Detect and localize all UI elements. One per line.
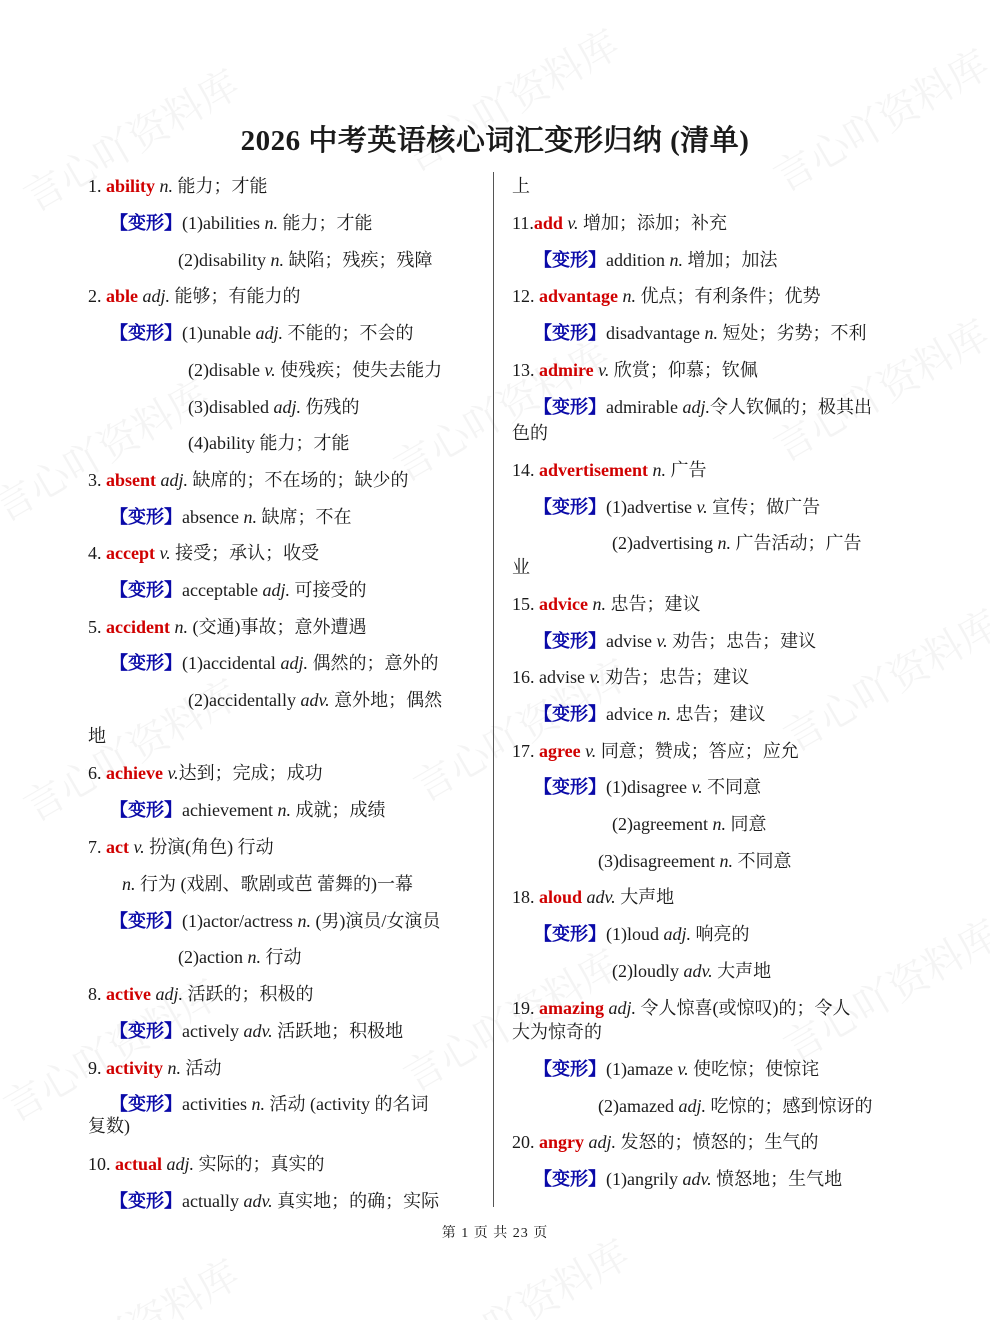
entry-line	[110, 1090, 428, 1118]
entry-line	[534, 773, 761, 801]
entry-text: achievement	[182, 800, 278, 820]
entry-text: 响亮的	[691, 924, 750, 944]
entry-text: 13.	[512, 360, 539, 380]
entry-text: (交通)事故；意外遭遇	[187, 617, 367, 637]
entry-text: 19.	[512, 998, 539, 1018]
entry-text: 优点；有利条件；优势	[636, 286, 821, 306]
entry-text: 18.	[512, 887, 539, 907]
entry-line	[88, 722, 106, 750]
entry-text: 愤怒地；生气地	[711, 1169, 843, 1189]
entry-text: (2)loudly	[612, 961, 684, 981]
part-of-speech: n.	[669, 250, 683, 270]
entry-text: (1)actor/actress	[182, 911, 298, 931]
entry-text: 20.	[512, 1132, 539, 1152]
entry-text: 缺席的；不在场的；缺少的	[188, 470, 409, 490]
part-of-speech: adj.	[663, 924, 692, 944]
entry-text: advise	[606, 631, 657, 651]
entry-line	[88, 466, 409, 494]
entry-line	[598, 1092, 872, 1120]
entry-text: 2.	[88, 286, 106, 306]
variant-tag: 【变形】	[534, 1169, 606, 1189]
entry-text: 使吃惊；使惊诧	[688, 1059, 820, 1079]
variant-tag: 【变形】	[534, 250, 606, 270]
part-of-speech: adj.	[280, 653, 308, 673]
entry-text: (2)disable	[188, 360, 265, 380]
entry-text: 6.	[88, 763, 106, 783]
part-of-speech: n.	[243, 507, 257, 527]
entry-text: 能力；才能	[173, 176, 268, 196]
entry-text: 大声地	[712, 961, 772, 981]
entry-text: 活跃的；积极的	[183, 984, 314, 1004]
entry-text: 广告活动；广告	[730, 533, 862, 553]
entry-text: 行动	[260, 947, 302, 967]
entry-text: 令人惊喜(或惊叹)的；令人	[636, 998, 851, 1018]
entry-text: 不同意	[732, 851, 792, 871]
part-of-speech: n.	[270, 250, 284, 270]
headword: ability	[106, 176, 156, 196]
entry-text: disadvantage	[606, 323, 705, 343]
entry-text: (1)angrily	[606, 1169, 683, 1189]
entry-line	[88, 759, 323, 787]
entry-text: 欣赏；仰慕；钦佩	[609, 360, 758, 380]
headword: achieve	[106, 763, 163, 783]
headword: accept	[106, 543, 155, 563]
entry-text: 短处；劣势；不利	[717, 323, 867, 343]
variant-tag: 【变形】	[534, 777, 606, 797]
watermark-text	[772, 594, 990, 763]
headword: advertisement	[539, 460, 648, 480]
entry-text: (1)amaze	[606, 1059, 678, 1079]
entry-text: absence	[182, 507, 244, 527]
entry-text: 缺陷；残疾；残障	[284, 250, 433, 270]
entry-text: 使残疾；使失去能力	[275, 360, 443, 380]
entry-line	[110, 209, 372, 237]
entry-line	[534, 627, 816, 655]
part-of-speech: adj.	[608, 998, 637, 1018]
variant-tag: 【变形】	[110, 653, 182, 673]
entry-text: 偶然的；意外的	[307, 653, 439, 673]
entry-text: 15.	[512, 594, 539, 614]
part-of-speech: n.	[264, 213, 278, 233]
entry-text: 上	[512, 176, 530, 196]
entry-text: (4)ability 能力；才能	[188, 433, 350, 453]
entry-text: 活动	[180, 1058, 222, 1078]
entry-line	[88, 172, 268, 200]
headword: able	[106, 286, 139, 306]
headword: actual	[115, 1154, 162, 1174]
entry-line	[88, 613, 366, 641]
entry-text: 可接受的	[289, 580, 367, 600]
entry-text: 劝告；忠告；建议	[667, 631, 817, 651]
entry-text: 意外地；偶然	[329, 690, 443, 710]
entry-line	[512, 737, 799, 765]
part-of-speech: v.	[264, 360, 276, 380]
entry-line	[534, 920, 750, 948]
part-of-speech: n.	[657, 704, 671, 724]
entry-line	[534, 1165, 842, 1193]
entry-text: (2)agreement	[612, 814, 713, 834]
entry-text: 缺席；不在	[256, 507, 352, 527]
entry-text: 不同意	[702, 777, 762, 797]
part-of-speech: n.	[122, 874, 136, 894]
part-of-speech: n.	[251, 1094, 265, 1114]
entry-text: (2)action	[178, 947, 248, 967]
entry-text: (1)abilities	[182, 213, 265, 233]
part-of-speech: n.	[167, 1058, 181, 1078]
entry-text: 扮演(角色) 行动	[144, 837, 274, 857]
entry-line	[612, 810, 766, 838]
entry-text: 4.	[88, 543, 106, 563]
part-of-speech: n.	[652, 460, 666, 480]
part-of-speech: n.	[704, 323, 718, 343]
watermark-text	[772, 904, 990, 1073]
watermark-text	[12, 1244, 248, 1320]
part-of-speech: adj.	[588, 1132, 617, 1152]
entry-text: 8.	[88, 984, 106, 1004]
entry-text: 11.	[512, 213, 534, 233]
variant-tag: 【变形】	[534, 497, 606, 517]
entry-line	[110, 576, 366, 604]
entry-text: (3)disagreement	[598, 851, 720, 871]
headword: absent	[106, 470, 157, 490]
headword: aloud	[539, 887, 583, 907]
variant-tag: 【变形】	[110, 323, 182, 343]
part-of-speech: n.	[277, 800, 291, 820]
part-of-speech: n.	[712, 814, 726, 834]
entry-line	[110, 1187, 439, 1215]
entry-text: 7.	[88, 837, 106, 857]
entry-text: acceptable	[182, 580, 263, 600]
variant-tag: 【变形】	[534, 1059, 606, 1079]
entry-line	[188, 356, 442, 384]
entry-text: 3.	[88, 470, 106, 490]
part-of-speech: n.	[592, 594, 606, 614]
entry-line	[512, 456, 706, 484]
headword: active	[106, 984, 151, 1004]
part-of-speech: n.	[717, 533, 731, 553]
entry-text: 复数)	[88, 1116, 130, 1136]
variant-tag: 【变形】	[534, 924, 606, 944]
entry-line	[512, 419, 548, 447]
entry-line	[612, 957, 771, 985]
part-of-speech: v.	[589, 667, 601, 687]
entry-text: 发怒的；愤怒的；生气的	[616, 1132, 819, 1152]
headword: activity	[106, 1058, 163, 1078]
entry-line	[122, 870, 413, 898]
headword: accident	[106, 617, 170, 637]
variant-tag: 【变形】	[534, 631, 606, 651]
part-of-speech: adv.	[682, 1169, 712, 1189]
part-of-speech: adv.	[683, 961, 713, 981]
variant-tag: 【变形】	[110, 1021, 182, 1041]
entry-line	[512, 590, 701, 618]
part-of-speech: adj.	[155, 984, 183, 1004]
entry-line	[88, 539, 319, 567]
headword: add	[533, 213, 563, 233]
page-footer: 第 1 页 共 23 页	[441, 1226, 549, 1241]
entry-text: 成就；成绩	[290, 800, 386, 820]
entry-line	[110, 319, 413, 347]
entry-line	[110, 907, 440, 935]
entry-line	[88, 1112, 130, 1140]
part-of-speech: adj.	[160, 470, 189, 490]
headword: advantage	[539, 286, 619, 306]
part-of-speech: v.	[159, 543, 171, 563]
variant-tag: 【变形】	[110, 1094, 182, 1114]
part-of-speech: n.	[159, 176, 174, 196]
entry-text: (1)advertise	[606, 497, 697, 517]
entry-text: 9.	[88, 1058, 106, 1078]
entry-line	[534, 1055, 819, 1083]
variant-tag: 【变形】	[110, 507, 182, 527]
entry-text: 14.	[512, 460, 539, 480]
part-of-speech: n.	[247, 947, 261, 967]
entry-text: 能力；才能	[277, 213, 373, 233]
part-of-speech: v.	[656, 631, 668, 651]
entry-text: (2)advertising	[612, 533, 718, 553]
entry-text: 劝告；忠告；建议	[600, 667, 750, 687]
entry-text: activities	[182, 1094, 252, 1114]
part-of-speech: adj.	[262, 580, 290, 600]
entry-text: (3)disabled	[188, 397, 274, 417]
entry-line	[512, 553, 530, 581]
entry-text: 忠告；建议	[606, 594, 701, 614]
entry-line	[188, 393, 360, 421]
part-of-speech: adv.	[586, 887, 616, 907]
variant-tag: 【变形】	[534, 323, 606, 343]
entry-line	[512, 356, 758, 384]
entry-line	[88, 833, 274, 861]
part-of-speech: v.	[133, 837, 145, 857]
entry-text: 能够；有能力的	[170, 286, 301, 306]
entry-text: 实际的；真实的	[194, 1154, 325, 1174]
entry-text: (2)amazed	[598, 1096, 679, 1116]
entry-text: 5.	[88, 617, 106, 637]
part-of-speech: adj.	[255, 323, 283, 343]
entry-line	[534, 700, 765, 728]
entry-line	[534, 393, 872, 421]
entry-line	[110, 796, 385, 824]
entry-text: actually	[182, 1191, 244, 1211]
headword: angry	[539, 1132, 584, 1152]
column-divider	[493, 172, 494, 1207]
entry-line	[512, 883, 674, 911]
entry-text: 接受；承认；收受	[170, 543, 320, 563]
page-title: 2026 中考英语核心词汇变形归纳 (清单)	[240, 125, 750, 157]
entry-text: actively	[182, 1021, 244, 1041]
entry-text: 色的	[512, 423, 548, 443]
entry-line	[88, 980, 314, 1008]
entry-line	[88, 1150, 325, 1178]
entry-text: 1.	[88, 176, 106, 196]
entry-line	[512, 172, 530, 200]
entry-line	[88, 1054, 221, 1082]
entry-text: 令人钦佩的；极其出	[709, 397, 872, 417]
entry-text: (2)accidentally	[188, 690, 301, 710]
entry-line	[598, 847, 791, 875]
part-of-speech: v.	[696, 497, 708, 517]
entry-text: 宣传；做广告	[707, 497, 821, 517]
part-of-speech: v.	[167, 763, 179, 783]
entry-line	[178, 246, 433, 274]
entry-line	[512, 1018, 602, 1046]
variant-tag: 【变形】	[110, 580, 182, 600]
part-of-speech: adv.	[300, 690, 330, 710]
part-of-speech: adj.	[142, 286, 171, 306]
entry-line	[534, 319, 866, 347]
entry-text: 达到；完成；成功	[178, 763, 323, 783]
part-of-speech: adj.	[166, 1154, 195, 1174]
entry-line	[512, 282, 821, 310]
part-of-speech: adj.	[273, 397, 301, 417]
part-of-speech: n.	[174, 617, 188, 637]
entry-line	[534, 493, 820, 521]
variant-tag: 【变形】	[534, 704, 606, 724]
entry-text: 忠告；建议	[670, 704, 766, 724]
entry-line	[534, 246, 778, 274]
entry-text: 行为 (戏剧、歌剧或芭 蕾舞的)一幕	[135, 874, 413, 894]
entry-text: 17.	[512, 741, 539, 761]
entry-text: 增加；添加；补充	[578, 213, 728, 233]
entry-line	[188, 429, 349, 457]
entry-line	[512, 663, 749, 691]
entry-text: 活动 (activity 的名词	[264, 1094, 429, 1114]
entry-text: 伤残的	[301, 397, 360, 417]
variant-tag: 【变形】	[110, 800, 182, 820]
entry-line	[188, 686, 442, 714]
entry-text: (1)accidental	[182, 653, 281, 673]
entry-text: 不能的；不会的	[282, 323, 414, 343]
part-of-speech: v.	[567, 213, 579, 233]
entry-line	[88, 282, 301, 310]
entry-text: 活跃地；积极地	[272, 1021, 404, 1041]
part-of-speech: v.	[585, 741, 597, 761]
headword: advice	[539, 594, 588, 614]
entry-text: 大声地	[615, 887, 675, 907]
part-of-speech: adv.	[243, 1191, 273, 1211]
entry-text: 真实地；的确；实际	[272, 1191, 440, 1211]
entry-text: (2)disability	[178, 250, 271, 270]
part-of-speech: n.	[297, 911, 311, 931]
entry-text: 地	[88, 726, 106, 746]
entry-text: 业	[512, 557, 530, 577]
entry-text: (1)disagree	[606, 777, 692, 797]
entry-text: 同意	[725, 814, 767, 834]
part-of-speech: adj.	[678, 1096, 706, 1116]
entry-text: 16. advise	[512, 667, 590, 687]
entry-line	[110, 649, 438, 677]
entry-line	[612, 529, 861, 557]
entry-text: 10.	[88, 1154, 115, 1174]
entry-line	[512, 1128, 819, 1156]
entry-text: 广告	[665, 460, 707, 480]
entry-text: 同意；赞成；答应；应允	[596, 741, 799, 761]
headword: agree	[539, 741, 581, 761]
part-of-speech: v.	[598, 360, 610, 380]
headword: amazing	[539, 998, 604, 1018]
entry-line	[512, 209, 727, 237]
part-of-speech: v.	[677, 1059, 689, 1079]
variant-tag: 【变形】	[534, 397, 606, 417]
headword: admire	[539, 360, 594, 380]
entry-line	[178, 943, 301, 971]
entry-text: 大为惊奇的	[512, 1022, 602, 1042]
entry-text: 12.	[512, 286, 539, 306]
entry-text: (1)unable	[182, 323, 256, 343]
variant-tag: 【变形】	[110, 911, 182, 931]
entry-text: addition	[606, 250, 670, 270]
variant-tag: 【变形】	[110, 1191, 182, 1211]
entry-text: (1)loud	[606, 924, 664, 944]
variant-tag: 【变形】	[110, 213, 182, 233]
entry-text: 吃惊的；感到惊讶的	[705, 1096, 873, 1116]
part-of-speech: adj.	[682, 397, 710, 417]
entry-line	[110, 1017, 403, 1045]
entry-line	[110, 503, 351, 531]
headword: act	[106, 837, 129, 857]
entry-text: (男)演员/女演员	[310, 911, 441, 931]
entry-text: 增加；加法	[683, 250, 778, 270]
part-of-speech: adv.	[243, 1021, 273, 1041]
part-of-speech: v.	[691, 777, 703, 797]
entry-text: admirable	[606, 397, 683, 417]
entry-text: advice	[606, 704, 658, 724]
part-of-speech: n.	[622, 286, 637, 306]
part-of-speech: n.	[719, 851, 733, 871]
